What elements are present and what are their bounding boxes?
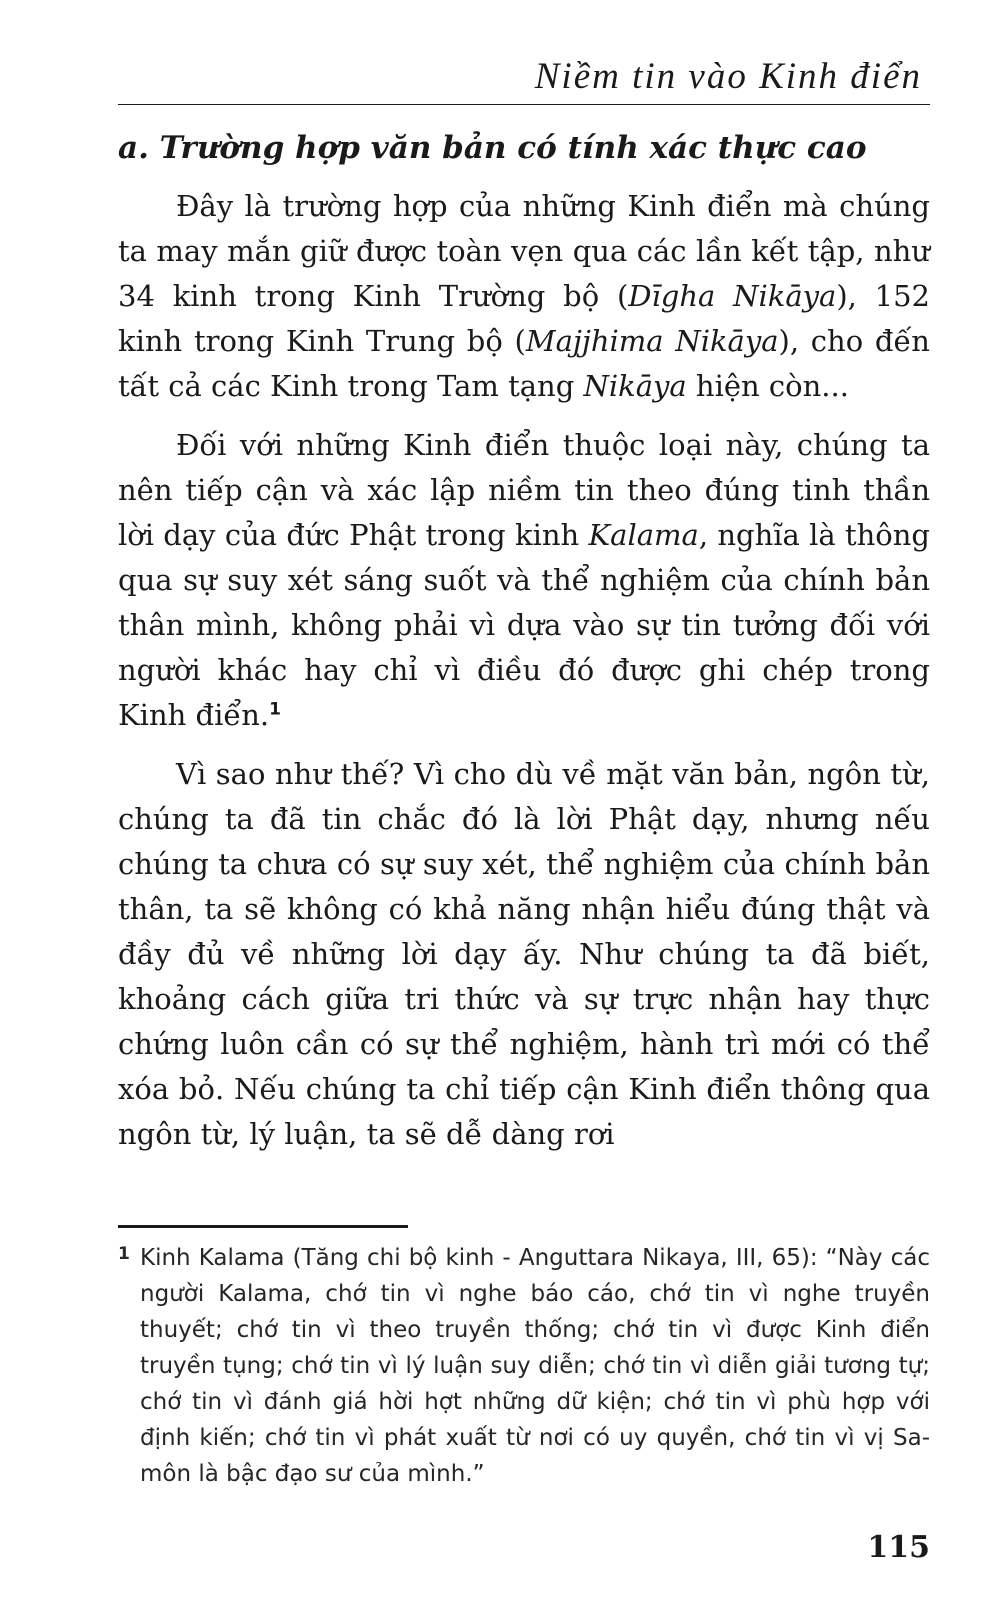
paragraph-2 <box>118 423 930 738</box>
running-header-title: Niềm tin vào Kinh điển <box>534 56 922 97</box>
paragraph-1-text-3: ), cho đến tất cả các Kinh trong Tam tạng <box>118 324 930 403</box>
running-header <box>118 54 930 105</box>
footnote <box>118 1240 930 1492</box>
paragraph-3: Vì sao như thế? Vì cho dù về mặt văn bản, ngôn từ, chúng ta đã tin chắc đó là lời Phật dạy, nhưng nếu chúng ta chưa có sự suy xét, thể nghiệm của chính bản thân, ta sẽ không có khả năng nhận hiểu đúng thật và đầy đủ về những lời dạy ấy. Như chúng ta đã biết, khoảng cách giữa tri thức và sự trực nhận hay thực chứng luôn cần có sự thể nghiệm, hành trì mới có thể xóa bỏ. Nếu chúng ta chỉ tiếp cận Kinh điển thông qua ngôn từ, lý luận, ta sẽ dễ dàng rơi <box>118 757 930 1151</box>
footnote-text: Kinh Kalama (Tăng chi bộ kinh - Anguttara Nikaya, III, 65): “Này các người Kalama, chớ tin vì nghe báo cáo, chớ tin vì nghe truyền thuyết; chớ tin vì theo truyền thống; chớ tin vì được Kinh điển truyền tụng; chớ tin vì lý luận suy diễn; chớ tin vì diễn giải tương tự; chớ tin vì đánh giá hời hợt những dữ kiện; chớ tin vì phù hợp với định kiến; chớ tin vì phát xuất từ nơi có uy quyền, chớ tin vì vị Sa-môn là bậc đạo sư của mình.” <box>140 1245 930 1487</box>
paragraph-1 <box>118 184 930 409</box>
paragraph-2-text-1: Đối với những Kinh điển thuộc loại này, chúng ta nên tiếp cận và xác lập niềm tin theo đúng tinh thần lời dạy của đức Phật trong kinh <box>118 428 930 552</box>
footnote-reference[interactable]: 1 <box>269 699 281 720</box>
paragraph-1-text-2: ), 152 kinh trong Kinh Trung bộ ( <box>118 279 930 358</box>
page-number: 115 <box>867 1530 930 1565</box>
paragraph-1-text-4: hiện còn... <box>686 369 849 403</box>
paragraph-1-italic-nikaya: Nikāya <box>583 369 687 403</box>
paragraph-1-italic-digha: Dīgha Nikāya <box>628 279 837 313</box>
paragraph-1-italic-majjhima: Majjhima Nikāya <box>525 324 779 358</box>
paragraph-1-text-1: Đây là trường hợp của những Kinh điển mà chúng ta may mắn giữ được toàn vẹn qua các lần kết tập, như 34 kinh trong Kinh Trường bộ ( <box>118 189 930 313</box>
paragraph-2-italic-kalama: Kalama <box>588 518 699 552</box>
paragraph-2-text-2: , nghĩa là thông qua sự suy xét sáng suốt và thể nghiệm của chính bản thân mình, không phải vì dựa vào sự tin tưởng đối với người khác hay chỉ vì điều đó được ghi chép trong Kinh điển. <box>118 518 930 732</box>
page-body <box>118 126 930 1171</box>
footnote-divider <box>118 1225 408 1228</box>
footnote-marker: 1 <box>118 1244 130 1264</box>
section-heading: a. Trường hợp văn bản có tính xác thực cao <box>118 130 867 166</box>
